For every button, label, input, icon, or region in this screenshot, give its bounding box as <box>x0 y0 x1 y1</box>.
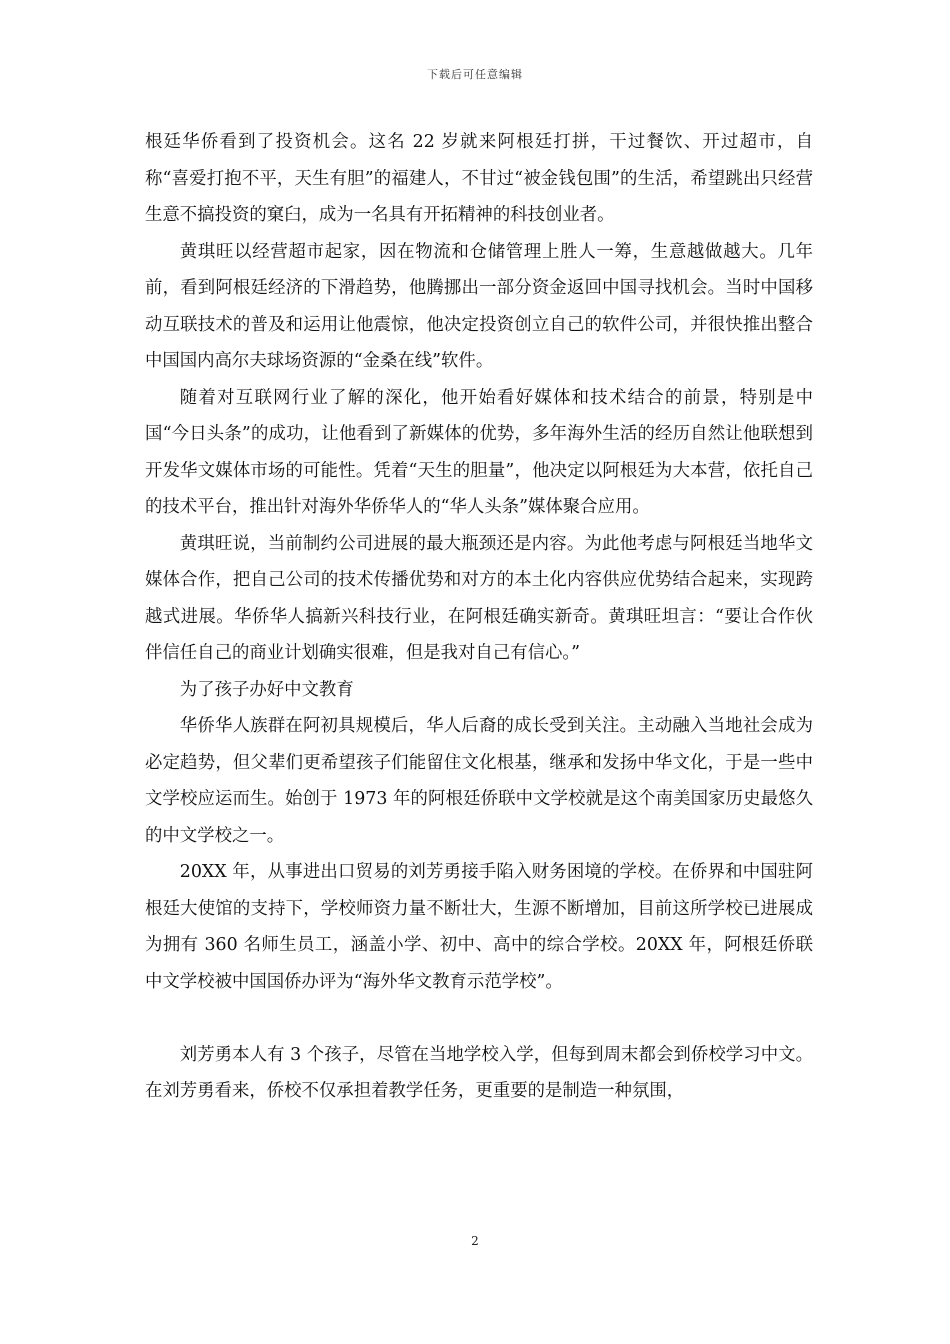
paragraph-3: 随着对互联网行业了解的深化，他开始看好媒体和技术结合的前景，特别是中国“今日头条”的成功，让他看到了新媒体的优势，多年海外生活的经历自然让他联想到开发华文媒体市场的可能性。凭着“天生的胆量”，他决定以阿根廷为大本营，依托自己的技术平台，推出针对海外华侨华人的“华人头条”媒体聚合应用。 <box>145 387 813 517</box>
paragraph-7: 刘芳勇本人有 3 个孩子，尽管在当地学校入学，但每到周末都会到侨校学习中文。在刘芳勇看来，侨校不仅承担着教学任务，更重要的是制造一种氛围， <box>145 1044 813 1101</box>
document-body <box>145 124 813 1110</box>
section-heading: 为了孩子办好中文教育 <box>179 679 354 700</box>
paragraph-6: 20XX 年，从事进出口贸易的刘芳勇接手陷入财务困境的学校。在侨界和中国驻阿根廷大使馆的支持下，学校师资力量不断壮大，生源不断增加，目前这所学校已进展成为拥有 360 名师生员工，涵盖小学、初中、高中的综合学校。20XX 年，阿根廷侨联中文学校被中国国侨办评为“海外华文教育示范学校”。 <box>145 862 813 992</box>
paragraph-5: 华侨华人族群在阿初具规模后，华人后裔的成长受到关注。主动融入当地社会成为必定趋势，但父辈们更希望孩子们能留住文化根基，继承和发扬中华文化，于是一些中文学校应运而生。始创于 1973 年的阿根廷侨联中文学校就是这个南美国家历史最悠久的中文学校之一。 <box>145 716 813 846</box>
paragraph-4: 黄琪旺说，当前制约公司进展的最大瓶颈还是内容。为此他考虑与阿根廷当地华文媒体合作，把自己公司的技术传播优势和对方的本土化内容供应优势结合起来，实现跨越式进展。华侨华人搞新兴科技行业，在阿根廷确实新奇。黄琪旺坦言：“要让合作伙伴信任自己的商业计划确实很难，但是我对自己有信心。” <box>145 533 813 663</box>
page-number: 2 <box>471 1234 479 1248</box>
paragraph-1: 根廷华侨看到了投资机会。这名 22 岁就来阿根廷打拼，干过餐饮、开过超市，自称“喜爱打抱不平，天生有胆”的福建人，不甘过“被金钱包围”的生活，希望跳出只经营生意不搞投资的窠臼，成为一名具有开拓精神的科技创业者。 <box>145 132 813 225</box>
page-header: 下载后可任意编辑 <box>427 68 523 81</box>
paragraph-2: 黄琪旺以经营超市起家，因在物流和仓储管理上胜人一筹，生意越做越大。几年前，看到阿根廷经济的下滑趋势，他腾挪出一部分资金返回中国寻找机会。当时中国移动互联技术的普及和运用让他震惊，他决定投资创立自己的软件公司，并很快推出整合中国国内高尔夫球场资源的“金桑在线”软件。 <box>145 241 813 371</box>
blank-line <box>145 1000 813 1037</box>
